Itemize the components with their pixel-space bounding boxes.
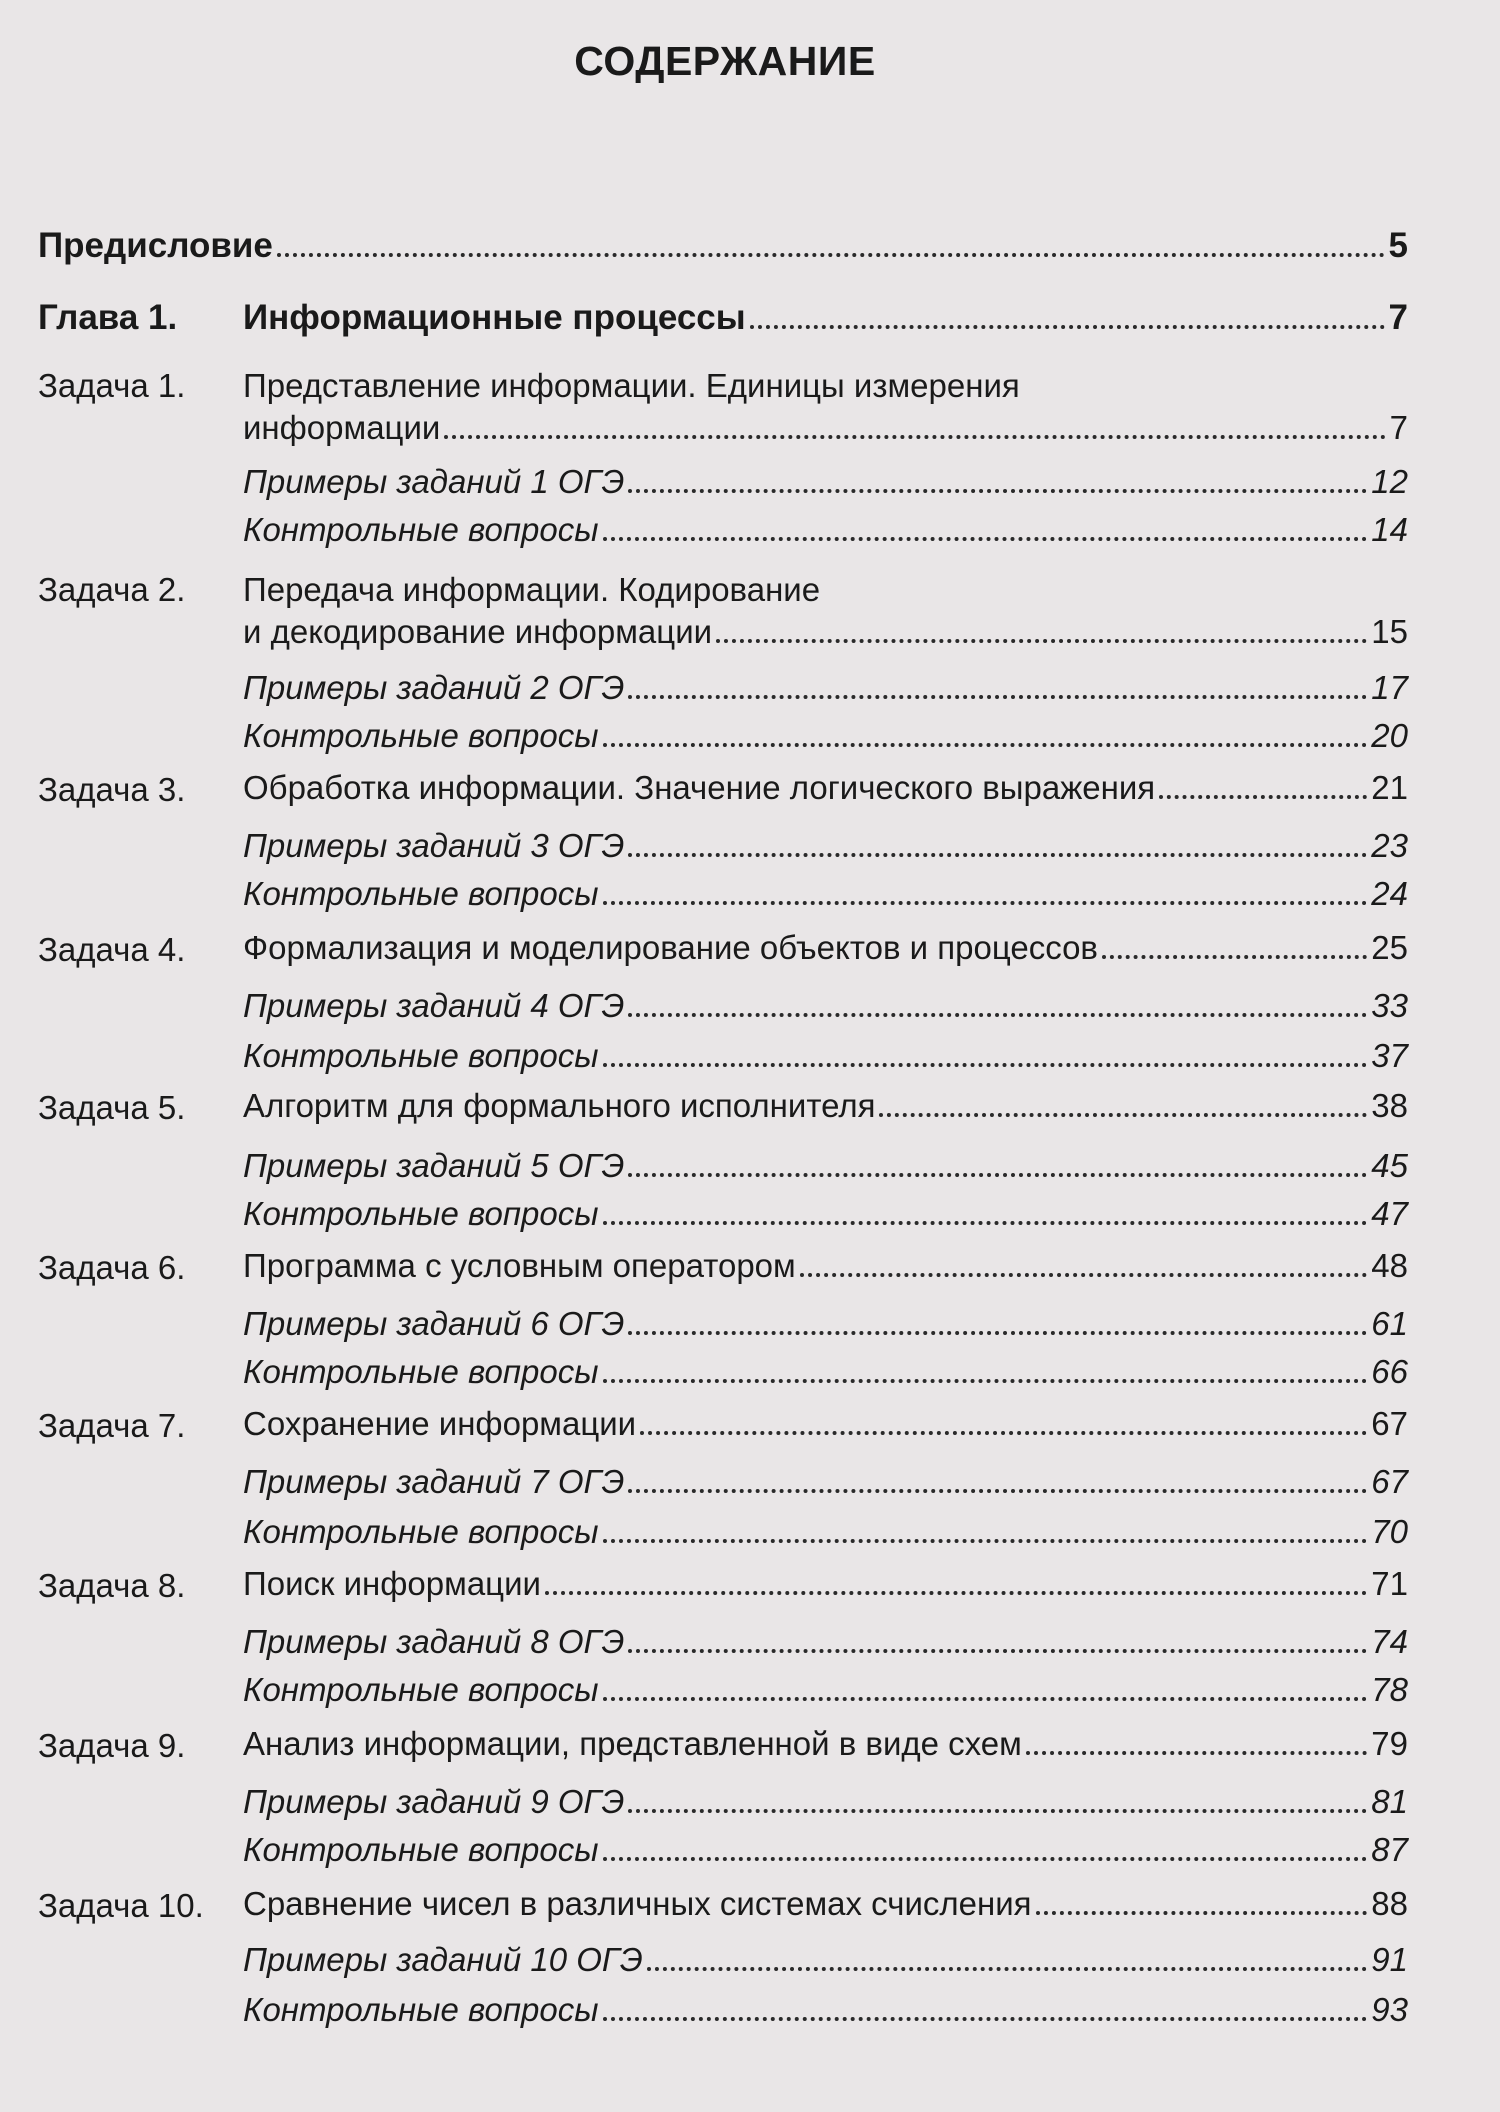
toc-title: Программа с условным оператором	[243, 1247, 796, 1284]
toc-page-number: 81	[1371, 1783, 1408, 1820]
toc-entry-task-8[interactable]	[243, 1564, 1408, 1604]
leader-dots	[750, 325, 1385, 329]
toc-entry-task-5[interactable]	[243, 1086, 1408, 1126]
toc-page-number: 20	[1371, 717, 1408, 754]
toc-page-number: 7	[1388, 298, 1408, 337]
toc-entry-examples-1[interactable]	[243, 462, 1408, 502]
toc-examples-title: Примеры заданий 10 ОГЭ	[243, 1941, 643, 1978]
toc-page-number: 5	[1388, 226, 1408, 265]
toc-title-line2: и декодирование информации	[243, 613, 713, 650]
leader-dots	[1159, 795, 1367, 799]
toc-control-title: Контрольные вопросы	[243, 1671, 599, 1708]
toc-entry-control-10[interactable]	[243, 1990, 1408, 2030]
toc-page-number: 91	[1371, 1941, 1408, 1978]
leader-dots	[640, 1431, 1367, 1435]
toc-page-number: 71	[1371, 1565, 1408, 1602]
toc-page-number: 67	[1371, 1405, 1408, 1442]
toc-control-title: Контрольные вопросы	[243, 511, 599, 548]
toc-examples-title: Примеры заданий 9 ОГЭ	[243, 1783, 625, 1820]
toc-title: Формализация и моделирование объектов и процессов	[243, 929, 1098, 966]
toc-entry-control-4[interactable]	[243, 1036, 1408, 1076]
toc-title: Предисловие	[38, 226, 273, 265]
toc-title: Информационные процессы	[243, 298, 746, 337]
toc-page-number: 33	[1371, 987, 1408, 1024]
toc-entry-examples-10[interactable]	[243, 1940, 1408, 1980]
toc-entry-task-7[interactable]	[243, 1404, 1408, 1444]
leader-dots	[603, 1539, 1368, 1543]
toc-page-number: 93	[1371, 1991, 1408, 2028]
leader-dots	[603, 1697, 1368, 1701]
toc-task-label: Задача 9.	[38, 1727, 186, 1764]
toc-examples-title: Примеры заданий 8 ОГЭ	[243, 1623, 625, 1660]
toc-control-title: Контрольные вопросы	[243, 1195, 599, 1232]
toc-entry-control-2[interactable]	[243, 716, 1408, 756]
toc-task-label: Задача 4.	[38, 931, 186, 968]
toc-page-number: 47	[1371, 1195, 1408, 1232]
toc-entry-control-3[interactable]	[243, 874, 1408, 914]
toc-page-number: 17	[1371, 669, 1408, 706]
toc-entry-examples-9[interactable]	[243, 1782, 1408, 1822]
leader-dots	[603, 1063, 1368, 1067]
leader-dots	[603, 743, 1368, 747]
toc-entry-examples-4[interactable]	[243, 986, 1408, 1026]
toc-examples-title: Примеры заданий 3 ОГЭ	[243, 827, 625, 864]
toc-title: Алгоритм для формального исполнителя	[243, 1087, 876, 1124]
leader-dots	[603, 1857, 1368, 1861]
toc-page-number: 15	[1371, 613, 1408, 650]
toc-examples-title: Примеры заданий 1 ОГЭ	[243, 463, 625, 500]
toc-page-number: 7	[1389, 409, 1408, 446]
leader-dots	[628, 1649, 1367, 1653]
toc-entry-control-8[interactable]	[243, 1670, 1408, 1710]
leader-dots	[628, 695, 1367, 699]
leader-dots	[628, 1809, 1367, 1813]
toc-control-title: Контрольные вопросы	[243, 1991, 599, 2028]
toc-entry-control-5[interactable]	[243, 1194, 1408, 1234]
toc-examples-title: Примеры заданий 5 ОГЭ	[243, 1147, 625, 1184]
toc-title: Обработка информации. Значение логического выражения	[243, 769, 1156, 806]
toc-title: Сравнение чисел в различных системах счисления	[243, 1885, 1032, 1922]
toc-page-number: 14	[1371, 511, 1408, 548]
toc-page-number: 74	[1371, 1623, 1408, 1660]
leader-dots	[603, 537, 1368, 541]
toc-task-label: Задача 2.	[38, 571, 186, 608]
toc-entry-examples-3[interactable]	[243, 826, 1408, 866]
toc-entry-examples-8[interactable]	[243, 1622, 1408, 1662]
toc-entry-task-2[interactable]	[243, 612, 1408, 652]
toc-title: Поиск информации	[243, 1565, 541, 1602]
toc-page-number: 70	[1371, 1513, 1408, 1550]
toc-title-line2: информации	[243, 409, 441, 446]
toc-entry-preface[interactable]	[38, 226, 1408, 266]
leader-dots	[800, 1273, 1368, 1277]
toc-entry-control-1[interactable]	[243, 510, 1408, 550]
toc-page-number: 25	[1371, 929, 1408, 966]
toc-page-number: 87	[1371, 1831, 1408, 1868]
toc-entry-task-3[interactable]	[243, 768, 1408, 808]
toc-label: Глава 1.	[38, 298, 178, 337]
toc-page-number: 24	[1371, 875, 1408, 912]
toc-control-title: Контрольные вопросы	[243, 875, 599, 912]
toc-task-label: Задача 10.	[38, 1887, 204, 1924]
toc-control-title: Контрольные вопросы	[243, 1037, 599, 1074]
toc-page-number: 67	[1371, 1463, 1408, 1500]
toc-page-number: 48	[1371, 1247, 1408, 1284]
toc-page-number: 21	[1371, 769, 1408, 806]
page-title: СОДЕРЖАНИЕ	[574, 38, 876, 84]
toc-entry-control-9[interactable]	[243, 1830, 1408, 1870]
leader-dots	[716, 639, 1367, 643]
toc-entry-task-10[interactable]	[243, 1884, 1408, 1924]
toc-task-label: Задача 6.	[38, 1249, 186, 1286]
toc-control-title: Контрольные вопросы	[243, 1353, 599, 1390]
toc-page-number: 12	[1371, 463, 1408, 500]
toc-examples-title: Примеры заданий 2 ОГЭ	[243, 669, 625, 706]
toc-entry-control-7[interactable]	[243, 1512, 1408, 1552]
toc-task-label: Задача 7.	[38, 1407, 186, 1444]
toc-task-label: Задача 8.	[38, 1567, 186, 1604]
leader-dots	[603, 901, 1368, 905]
leader-dots	[1102, 955, 1367, 959]
toc-page-number: 37	[1371, 1037, 1408, 1074]
toc-task-label: Задача 1.	[38, 367, 186, 404]
leader-dots	[1036, 1911, 1368, 1915]
toc-page-number: 88	[1371, 1885, 1408, 1922]
toc-entry-task-6[interactable]	[243, 1246, 1408, 1286]
toc-control-title: Контрольные вопросы	[243, 1513, 599, 1550]
leader-dots	[628, 1013, 1367, 1017]
toc-page-number: 61	[1371, 1305, 1408, 1342]
toc-page-number: 78	[1371, 1671, 1408, 1708]
toc-title: Сохранение информации	[243, 1405, 637, 1442]
toc-entry-examples-5[interactable]	[243, 1146, 1408, 1186]
toc-entry-chapter-1[interactable]	[38, 298, 1408, 338]
leader-dots	[628, 1173, 1367, 1177]
toc-page-number: 23	[1371, 827, 1408, 864]
leader-dots	[647, 1967, 1368, 1971]
toc-entry-examples-6[interactable]	[243, 1304, 1408, 1344]
leader-dots	[545, 1591, 1367, 1595]
leader-dots	[628, 489, 1367, 493]
leader-dots	[628, 853, 1367, 857]
toc-examples-title: Примеры заданий 4 ОГЭ	[243, 987, 625, 1024]
toc-page-number: 79	[1371, 1725, 1408, 1762]
toc-task-label: Задача 3.	[38, 771, 186, 808]
leader-dots	[879, 1113, 1367, 1117]
toc-title-line1: Представление информации. Единицы измерения	[243, 367, 1020, 404]
toc-examples-title: Примеры заданий 7 ОГЭ	[243, 1463, 625, 1500]
leader-dots	[603, 1221, 1368, 1225]
toc-task-label: Задача 5.	[38, 1089, 186, 1126]
toc-title: Анализ информации, представленной в виде схем	[243, 1725, 1022, 1762]
toc-entry-examples-7[interactable]	[243, 1462, 1408, 1502]
toc-page-number: 45	[1371, 1147, 1408, 1184]
toc-title-line1: Передача информации. Кодирование	[243, 571, 821, 608]
leader-dots	[628, 1489, 1367, 1493]
toc-control-title: Контрольные вопросы	[243, 717, 599, 754]
leader-dots	[1026, 1751, 1367, 1755]
toc-page-number: 66	[1371, 1353, 1408, 1390]
leader-dots	[444, 435, 1385, 439]
toc-page-number: 38	[1371, 1087, 1408, 1124]
toc-entry-task-9[interactable]	[243, 1724, 1408, 1764]
leader-dots	[277, 253, 1385, 257]
leader-dots	[628, 1331, 1367, 1335]
leader-dots	[603, 2017, 1368, 2021]
toc-entry-examples-2[interactable]	[243, 668, 1408, 708]
toc-control-title: Контрольные вопросы	[243, 1831, 599, 1868]
toc-entry-task-4[interactable]	[243, 928, 1408, 968]
leader-dots	[603, 1379, 1368, 1383]
toc-examples-title: Примеры заданий 6 ОГЭ	[243, 1305, 625, 1342]
toc-entry-task-1[interactable]	[243, 408, 1408, 448]
toc-entry-control-6[interactable]	[243, 1352, 1408, 1392]
